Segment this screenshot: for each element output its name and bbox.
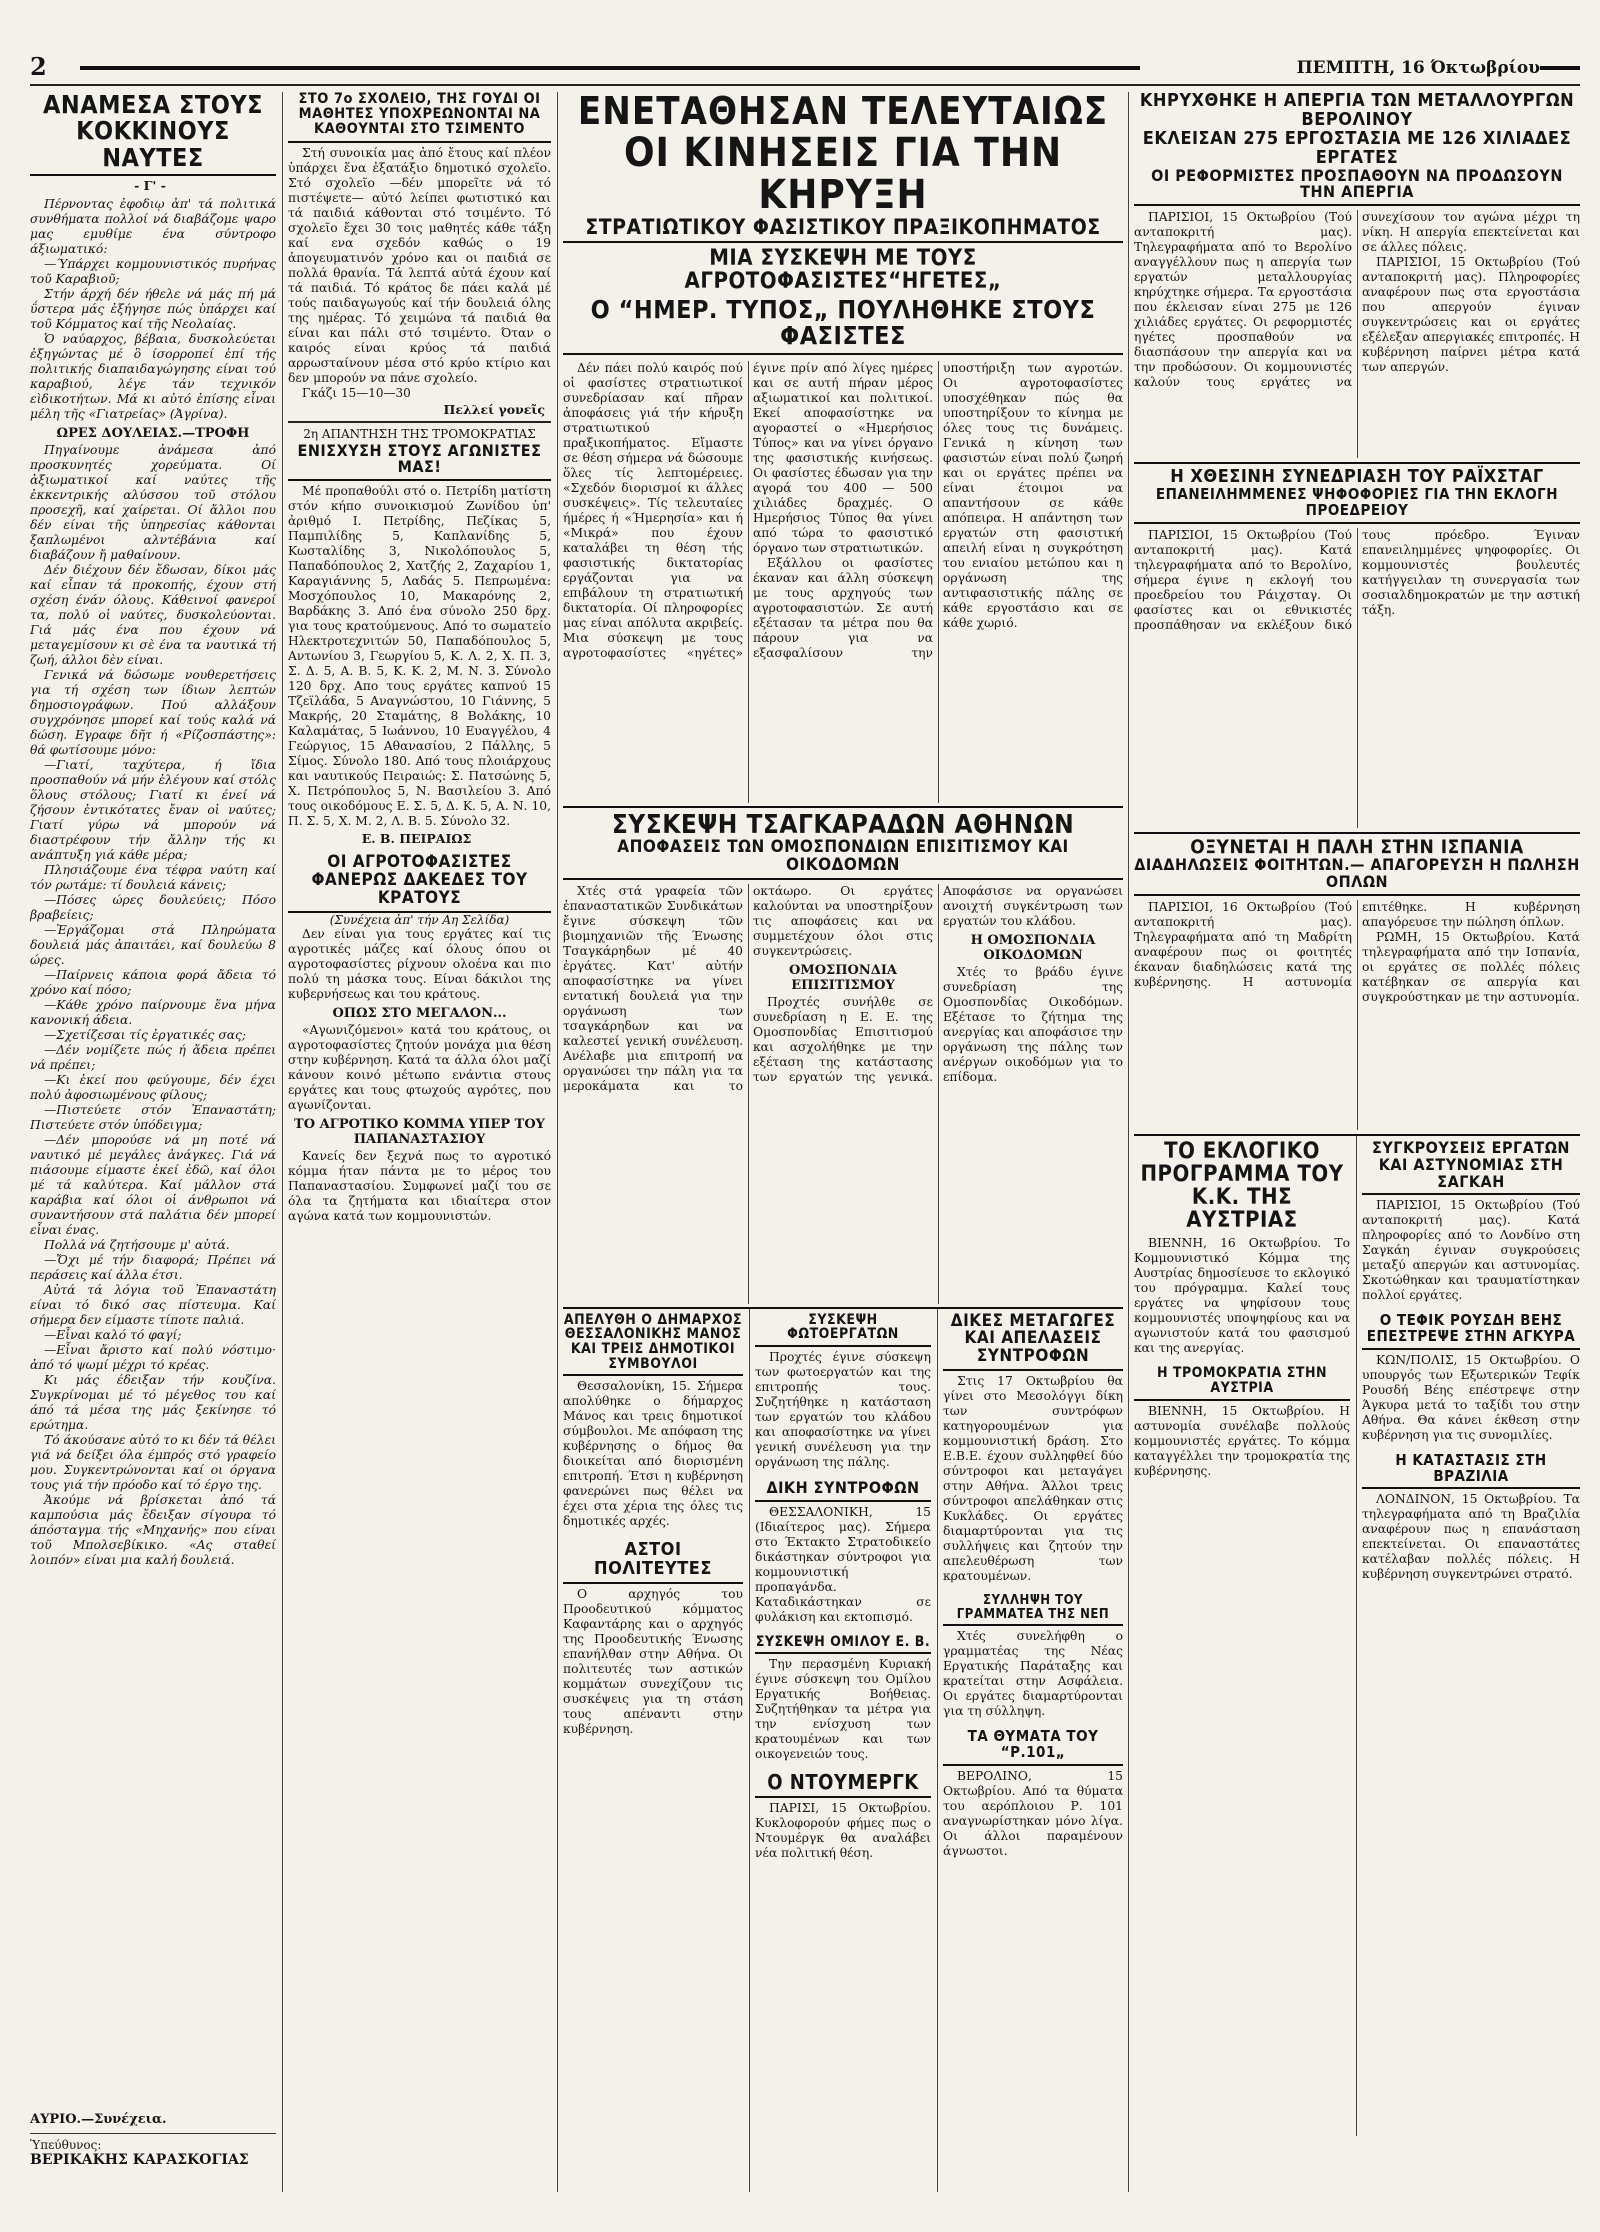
headline: ΑΠΕΛΥΘΗ Ο ΔΗΜΑΡΧΟΣ ΘΕΣΣΑΛΟΝΙΚΗΣ ΜΑΝΟΣ ΚΑΙ ΤΡΕΙΣ ΔΗΜΟΤΙΚΟΙ ΣΥΜΒΟΥΛΟΙ [563, 1313, 743, 1377]
text-block: ΠΑΡΙΣΙΟΙ, 15 Οκτωβρίου (Τού ανταποκριτή μας). Κατά πληροφορίες από το Λονδίνο στη Σαγκάη έγιναν συγκρούσεις μεταξύ απεργών και αστυνομίας. Σκοτώθηκαν και τραυματίστηκαν πολλοί εργάτες. [1362, 1198, 1580, 1303]
text-block: ΠΑΡΙΣΙΟΙ, 15 Οκτωβρίου (Τού ανταποκριτή μας). Κατά τηλεγραφήματα από το Βερολίνο, σήμερα έγινε η εκλογή του προεδρείου του Ράιχσταγ. Οι φασίστες και οι εθνικιστές προσπάθησαν να εκλέξουν δικό τους πρόεδρο. Έγιναν επανειλημμένες ψηφοφορίες. Οι κομμουνιστές βουλευτές κατήγγειλαν τη συνεργασία των σοσιαλδημοκρατών με την αστική τάξη. [1134, 527, 1580, 632]
text-block: Θεσσαλονίκη, 15. Σήμερα απολύθηκε ο δήμαρχος Μάνος και τρεις δημοτικοί σύμβουλοι. Με απόφαση της κυβέρνησης ο δήμος θα διοικείται από διορισμένη επιτροπή. Έτσι η κυβέρνηση φανερώνει πως θέλει να έχει στα χέρια της όλες τις δημοτικές αρχές. [563, 1379, 743, 1529]
article-body [288, 484, 551, 829]
text-block: Προχτές έγινε σύσκεψη των φωτοεργατών και της επιτροπής τους. Συζητήθηκε η κατάσταση των εργατών του κλάδου και αποφασίστηκε να γίνει γενική συνέλευση για την οργάνωση της πάλης. [755, 1349, 931, 1469]
text-block: ΘΕΣΣΑΛΟΝΙΚΗ, 15 (Ιδιαίτερος μας). Σήμερα στο Έκτακτο Στρατοδικείο δικάστηκαν σύντροφοι για κομμουνιστική προπαγάνδα. Καταδικάστηκαν σε φυλάκιση και εκτοπισμό. [755, 1504, 931, 1624]
headline: Η ΤΡΟΜΟΚΡΑΤΙΑ ΣΤΗΝ ΑΥΣΤΡΙΑ [1134, 1366, 1350, 1400]
headline: Η ΧΘΕΣΙΝΗ ΣΥΝΕΔΡΙΑΣΗ ΤΟΥ ΡΑΪΧΣΤΑΓ [1170, 466, 1544, 488]
text-block: Πηγαίνουμε ἀνάμεσα ἀπό προσκυνητές χορεύματα. Οί ἀξιωματικοί καί ναύτες τῆς ἐκκεντρικής αλύσσου τοῦ στόλου προσεχῆ, καί χαίρεται. Οί ἄλλοι που δέν είναι τῆς ὑπηρεσίας κάθονται ξαπλωμένοι αλντέβάνια καί διαβάζουν ἤ μαθαίνουν. [30, 442, 276, 562]
headline: ΤΑ ΘΥΜΑΤΑ ΤΟΥ “Ρ.101„ [943, 1729, 1123, 1766]
text-block: ΡΩΜΗ, 15 Οκτωβρίου. Κατά τηλεγραφήματα από την Ισπανία, οι εργάτες σε πολλές πόλεις κατέβηκαν σε απεργία και συγκρούστηκαν με την αστυνομία. [1362, 930, 1580, 1005]
article-body [563, 1379, 743, 1529]
continued-note: ΑΥΡΙΟ.—Συνέχεια. [30, 2112, 167, 2127]
text-block: Στή συνοικία μας ἀπό ἔτους καί πλέον ὑπάρχει ἕνα ἐξατάξιο δημοτικό σχολεῖο. Στό σχολεῖο —δέν μπορεῖτε νά τό πιστέψετε— αὐτό λείπει φωτιστικό και τά παιδιά κάθονται στό τσιμέντο. Τό σχολεῖο ἔχει 30 τοις μαθητές κάθε τάξη καί ενα σχεδόν καθώς ο 19 ἀπογευματινόν χρόνο και οι παιδιά σε πολλά θρανία. Τά λεπτά αὐτά έχουν καί τά παιδιά. Τό κράτος δε πάει καλά μέ τούς παιδαγωγούς καί τήν δουλειά όλης της ημέρας. Τό χειμώνα τά παιδιά θα είναι και πάλι στό τσιμέντο. Όταν ο καιρός είναι κρύος τά παιδιά αρρωσταίνουν μέσα στό κρύο κτίριο και δεν μπορούν να πάνε σχολείο. [288, 145, 551, 385]
headline: ΔΙΚΕΣ ΜΕΤΑΓΩΓΕΣ ΚΑΙ ΑΠΕΛΑΣΕΙΣ ΣΥΝΤΡΟΦΩΝ [943, 1313, 1123, 1372]
text-block: «Αγωνιζόμενοι» κατά του κράτους, οι αγροτοφασίστες ζητούν μονάχα μια θέση στην κυβέρνηση. Κατά τα άλλα όλοι μαζί κάνουν κοινό μέτωπο ενάντια στους εργάτες και τους φτωχούς αγρότες, που αγωνίζονται. [288, 1022, 551, 1112]
column-naval-article [30, 92, 276, 2192]
text-block: Γενικά νά δώσωμε νουθερετήσεις για τή σχέση των ίδιων λεπτών δημοσιογράφων. Πού αλλάξουν συγχρόνησε μπορεί καί τούς καλά νά δώση. Εγραφε δῆτ ή «Ρίζοσπάστης»: θά φωτίσουμε μόνο: [30, 667, 276, 757]
text-block: —Πιστεύετε στόν Ἐπαναστάτη; Πιστεύετε στόν ὑπόδειγμα; [30, 1102, 276, 1132]
article-body [755, 1505, 931, 1625]
column-rule [282, 92, 283, 2192]
text-block: ΠΑΡΙΣΙΟΙ, 15 Οκτωβρίου (Τού ανταποκριτή μας). Τηλεγραφήματα από το Βερολίνο αναγγέλλουν πως η απεργία των εργατών μεταλλουργίας κηρύχτηκε σήμερα. Τα εργοστάσια που έκλεισαν είναι 275 με 126 χιλιάδες εργάτες. Οι ρεφορμιστές ηγέτες προσπαθούν να διασπάσουν την απεργία και να την προδώσουν. Οι κομμουνιστές καλούν τους εργάτες να συνεχίσουν τον αγώνα μέχρι τη νίκη. Η απεργία επεκτείνεται και σε άλλες πόλεις. [1134, 210, 1580, 390]
column-rule [1128, 92, 1129, 2192]
text-block: Στήν άρχή δέν ήθελε νά μάς πή μά ΰστερα μάς ἐξήγησε πώς ὑπάρχει καί τοῦ Κόμματος καί τῆς Νεολαίας. [30, 286, 276, 331]
responsible-name: ΒΕΡΙΚΑΚΗΣ ΚΑΡΑΣΚΟΓΙΑΣ [30, 2152, 249, 2168]
article-body [943, 1629, 1123, 1719]
column-footer [30, 2112, 276, 2192]
article-body [1134, 900, 1580, 1130]
text-block: Κανείς δεν ξεχνά πως το αγροτικό κόμμα ήταν πάντα με το μέρος του Παπαναστασίου. Συμφωνεί μαζί του σε όλα τα ζητήματα και ιδιαίτερα στον αγώνα κατά των κομμουνιστών. [288, 1148, 551, 1223]
lead-article-body [563, 361, 1123, 803]
text-block: Ὁ ναύαρχος, βέβαια, δυσκολεύεται ἐξηγώντας μέ ὃ ίσορροπεί ἐπί τής πολιτικής διαπαιδαγώγησης είναι τού καραβιού, λέγε τάν τεχνικόν εὶδικοτήτων. Μά κι αὐτό ἐπίσης εἶναι μέλη τῆς «Γιατρείας» (Ἀγρίνα). [30, 331, 276, 421]
column-block [1362, 1140, 1580, 2136]
masthead [30, 52, 1580, 82]
article-body [288, 1023, 551, 1113]
headline: ΣΥΣΚΕΨΗ ΦΩΤΟΕΡΓΑΤΩΝ [755, 1313, 931, 1347]
headline: ΚΗΡΥΧΘΗΚΕ Η ΑΠΕΡΓΙΑ ΤΩΝ ΜΕΤΑΛΛΟΥΡΓΩΝ ΒΕΡΟΛΙΝΟΥ [1139, 92, 1575, 130]
text-block: Ο αρχηγός του Προοδευτικού κόμματος Καφαντάρης και ο αρχηγός της Προοδευτικής Ένωσης επανήλθαν στην Αθήνα. Οι πολιτευτές των αστικών κομμάτων συνεχίζουν τις συσκέψεις για τη στάση τους απέναντι στην κυβέρνηση. [563, 1587, 743, 1737]
lower-grid [563, 1309, 1123, 2192]
article-body [563, 1587, 743, 1737]
continuation-note: (Συνέχεια ἀπ' τήν Αη Σελίδα) [329, 912, 510, 927]
page-number: 2 [30, 52, 47, 81]
headline: ΣΥΓΚΡΟΥΣΕΙΣ ΕΡΓΑΤΩΝ ΚΑΙ ΑΣΤΥΝΟΜΙΑΣ ΣΤΗ ΣΑΓΚΑΗ [1362, 1140, 1580, 1195]
text-block: ΠΑΡΙΣΙ, 15 Οκτωβρίου. Κυκλοφορούν φήμες πως ο Ντουμέργκ θα αναλάβει νέα πολιτική θέση. [755, 1801, 931, 1861]
article-body [1134, 528, 1580, 828]
signature: Πελλεί γονεῖς [443, 401, 545, 417]
article-body [1362, 1198, 1580, 1303]
article-body [755, 1657, 931, 1762]
subheading: ΟΠΩΣ ΣΤΟ ΜΕΓΑΛΟΝ... [332, 1005, 507, 1021]
text-block: Τό άκούσανε αὐτό το κι δέν τά θέλει γιά νά δείξει όλα έμπρός στό γραφείο μου. Συγκεντρώνονται καί οι όργανα τους γιά τήν πρόοδο καί τό έργο της. [30, 1432, 276, 1492]
text-block: Δέν πάει πολύ καιρός πού οἱ φασίστες στρατιωτικοί συνεδρίασαν καί πῆραν ἀποφάσεις γιά τήν κήρυξη στρατιωτικού πραξικοπήματος. Εἴμαστε σε θέση σήμερα νά δώσουμε ὅλες τίς λεπτομέρειες. «Σχεδόν διορισμοί κι άλλες συσκέψεις». Τίς τελευταίες ήμέρες ή «Ήμερησία» και ή «Μικρά» που έχουν καταλάβει τη θέση τής φασιστικής δικτατορίας εργάζονται για να επιβάλουν τη στρατιωτική δικτατορία. Οί πληροφορίες μας είναι απόλυτα ακριβείς. Μια σύσκεψη με τους αγροτοφασίστες «ηγέτες» έγινε πρίν από λίγες ημέρες και σε αυτή πήραν μέρος αξιωματικοί και πολιτικοί. Εκεί αποφασίστηκε να αγοραστεί ο «Ημερήσιος Τύπος» και να γίνει όργανο της φασιστικής κινήσεως. Οι φασίστες έδωσαν για την αγορά του 400 — 500 χιλιάδες δραχμές. Ο Ημερήσιος Τύπος θα γίνει από τώρα το φασιστικό όργανο των στρατιωτικών. [563, 360, 933, 660]
text-block: Προχτές συνήλθε σε συνεδρίαση η Ε. Ε. της Ομοσπονδίας Επισιτισμού και ασχολήθηκε με την εξέταση της κατάστασης των εργατών της γενικά. Αποφάσισε να οργανώσει ανοιχτή συγκέντρωση των εργατών του κλάδου. [753, 883, 1123, 1084]
text-block: Πέρνοντας ἐφοδιῳ ἀπ' τά πολιτικά συνθήματα πολλοί νά διαβάζομε ψαρο μας εμυθίμε ένα σύντροφο άξιωματικό: [30, 196, 276, 256]
text-block: Αὐτά τά λόγια τοῦ Ἐπαναστάτη είναι τό δικό σας πίστευμα. Καί σήμερα δεν είμαστε τίποτε παλιά. [30, 1282, 276, 1327]
article-body [30, 197, 276, 422]
column-rule [749, 1309, 750, 2192]
text-block: Την περασμένη Κυριακή έγινε σύσκεψη του Ομίλου Εργατικής Βοήθειας. Συζητήθηκαν τα μέτρα για την ενίσχυση των κρατουμένων και των οικογενειών τους. [755, 1657, 931, 1762]
text-block: Εξάλλου οι φασίστες έκαναν και άλλη σύσκεψη με τους αρχηγούς των αγροτοφασιστών. Σε αυτή εξέτασαν τα μέτρα που θα πάρουν για να εξασφαλίσουν την υποστήριξη των αγροτών. Οι αγροτοφασίστες υποσχέθηκαν πώς θα υποστηρίξουν το κίνημα με όλες τους τις δυνάμεις. Γενικά η κίνηση των φασιστών είναι πολύ ζωηρή και οι εργάτες πρέπει να είναι έτοιμοι να απαντήσουν σε κάθε απόπειρα. Η απάντηση των εργατών στη φασιστική απειλή είναι η συγκρότηση του ενιαίου μετώπου και η οργάνωση της αντιφασιστικής πάλης σε κάθε εργοστάσιο και σε κάθε χωριό. [753, 360, 1123, 660]
text-block: —Παίρνεις κάποια φορά ἄδεια τό χρόνο καί πόσο; [30, 967, 276, 997]
text-block: —Ύπάρχει κομμουνιστικός πυρήνας τοῦ Καραβιοῦ; [30, 256, 276, 286]
headline: ΟΞΥΝΕΤΑΙ Η ΠΑΛΗ ΣΤΗΝ ΙΣΠΑΝΙΑ [1190, 835, 1524, 858]
article-body [755, 1801, 931, 1861]
subheadline: ΔΙΑΔΗΛΩΣΕΙΣ ΦΟΙΤΗΤΩΝ.— ΑΠΑΓΟΡΕΥΣΗ Η ΠΩΛΗΣΗ ΟΠΛΩΝ [1134, 857, 1580, 896]
column-block [1134, 1140, 1350, 2136]
text-block: ΒΙΕΝΝΗ, 16 Οκτωβρίου. Το Κομμουνιστικό Κόμμα της Αυστρίας δημοσίευσε το εκλογικό του πρόγραμμα. Καλεί τους εργάτες να ψηφίσουν τους κομμουνιστές υποψηφίους και να αγωνιστούν κατά του φασισμού και της ανεργίας. [1134, 1236, 1350, 1356]
text-block: —Ἐργάζομαι στά Πληρώματα δουλειά μάς ἀπαιτάει, καί δουλεύω 8 ώρες. [30, 922, 276, 967]
text-block: ΟΜΟΣΠΟΝΔΙΑ ΕΠΙΣΙΤΙΣΜΟΥ [789, 962, 897, 993]
text-block: Ἀκούμε νά βρίσκεται ἀπό τά καμπούσια μάς ἔδειξαν σίγουρα τό άπόσταγμα τής «Μηχανής» που είναι τοῦ Μπολσεβίκικο. «Ας σταθεί λοιπόν» είναι μια καλή δουλειά. [30, 1492, 276, 1567]
lower-grid [1134, 1136, 1580, 2136]
text-block: ΒΕΡΟΛΙΝΟ, 15 Οκτωβρίου. Από τα θύματα του αερόπλοιου Ρ. 101 αναγνωρίστηκαν μόνο λίγα. Οι άλλοι παραμένουν άγνωστοι. [943, 1768, 1123, 1858]
text-block: —Κι ἐκεί που φεύγουμε, δέν έχει πολύ ἀφοσιωμένους φίλους; [30, 1072, 276, 1102]
main-headline-line1: ΕΝΕΤΑΘΗΣΑΝ ΤΕΛΕΥΤΑΙΩΣ [577, 92, 1109, 133]
text-block: —Κάθε χρόνο παίρνουμε ἕνα μήνα κανονική άδεια. [30, 997, 276, 1027]
signature: Ε. Β. ΠΕΙΡΑΙΩΣ [361, 831, 472, 847]
text-block: ΒΙΕΝΝΗ, 15 Οκτωβρίου. Η αστυνομία συνέλαβε πολλούς κομμουνιστές εργάτες. Το κόμμα καταγγέλλει την τρομοκρατία της κυβέρνησης. [1134, 1403, 1350, 1478]
headline: ΣΥΣΚΕΨΗ ΟΜΙΛΟΥ Ε. Β. [755, 1635, 931, 1655]
subheading: ΩΡΕΣ ΔΟΥΛΕΙΑΣ.—ΤΡΟΦΗ [56, 425, 250, 441]
text-block: —Γιατί, ταχύτερα, ή ἴδια προσπαθούν νά μήν ἐλέγουν καί στόλς ὅλους στόλους; Γιατί κι ένεί νά ζήσουν ἐντικότατες ἔναν οἱ ναύτες; Γιατί γύρω νά μπορούν νά διαστρέφουν τήν ἄλλην τής κι ανάπτυξη γιά κάθε μέρα; [30, 757, 276, 862]
subheading: ΤΟ ΑΓΡΟΤΙΚΟ ΚΟΜΜΑ ΥΠΕΡ ΤΟΥ ΠΑΠΑΝΑΣΤΑΣΙΟΥ [294, 1116, 545, 1147]
subheadline: ΕΠΑΝΕΙΛΗΜΜΕΝΕΣ ΨΗΦΟΦΟΡΙΕΣ ΓΙΑ ΤΗΝ ΕΚΛΟΓΗ ΠΡΟΕΔΡΕΙΟΥ [1134, 487, 1580, 524]
text-block: Πλησιάζουμε ένα τέφρα ναύτη καί τόν ρωτάμε: τί δουλειά κάνεις; [30, 862, 276, 892]
column-school-article [288, 92, 551, 2192]
text-block: Κι μάς έδειξαν τήν κουζίνα. Συγκρίνομαι μέ τό μέγεθος του καί άπό τά μέσα της μάς ξεκίνησε τό ερώτημα. [30, 1372, 276, 1432]
headline: ΕΚΛΕΙΣΑΝ 275 ΕΡΓΟΣΤΑΣΙΑ ΜΕ 126 ΧΙΛΙΑΔΕΣ ΕΡΓΑΤΕΣ [1142, 127, 1572, 168]
article-body [288, 927, 551, 1002]
text-block: ΚΩΝ/ΠΟΛΙΣ, 15 Οκτωβρίου. Ο υπουργός των Εξωτερικών Τεφίκ Ρουσδή Βέης επέστρεψε στην Άγκυρα μετά το ταξίδι του στην Αθήνα. Θα κάνει έκθεση στην κυβέρνηση για τις συνομιλίες. [1362, 1352, 1580, 1442]
dateline: Γκάζι 15—10—30 [302, 385, 411, 400]
text-block: Δέν διέχουν δέν ἔδωσαν, δίκοι μάς καί εἶπαν τά προκοπής, έχουν στή σχέση ένάν όλους. Κάθεινοί φανεροί τα, πολύ οἱ ναύτες, δυσκολεύονται. Γιά μάς ένα που έχουν νά μεταγεμίσουν κι σὲ ένα τα ναυτικά τή ζωή, άλλοι δὲν είναι. [30, 562, 276, 667]
headline: ΑΝΑΜΕΣΑ ΣΤΟΥΣ ΚΟΚΚΙΝΟΥΣ ΝΑΥΤΕΣ [30, 92, 276, 176]
article-body [755, 1350, 931, 1470]
article-body [30, 443, 276, 1568]
headline: ΑΣΤΟΙ ΠΟΛΙΤΕΥΤΕΣ [563, 1541, 743, 1584]
main-headline-line2: ΟΙ ΚΙΝΗΣΕΙΣ ΓΙΑ ΤΗΝ ΚΗΡΥΞΗ [623, 129, 1063, 218]
text-block: —Πόσες ώρες δουλεύεις; Πόσο βραβείεις; [30, 892, 276, 922]
text-block: Πολλά νά ζητήσουμε μ' αὐτά. [44, 1237, 230, 1252]
part-number: - Γ' - [134, 177, 166, 193]
article-body [1134, 210, 1580, 458]
headline: ΟΙ ΑΓΡΟΤΟΦΑΣΙΣΤΕΣ ΦΑΝΕΡΩΣ ΔΑΚΕΔΕΣ ΤΟΥ ΚΡΑΤΟΥΣ [288, 854, 551, 913]
section-rule [1134, 462, 1580, 464]
text-block: ΠΑΡΙΣΙΟΙ, 15 Οκτωβρίου (Τού ανταποκριτή μας). Πληροφορίες αναφέρουν πως στα εργοστάσια που απεργούν έγιναν συγκεντρώσεις και οι εργάτες εξέλεξαν απεργιακές επιτροπές. Η κυβέρνηση παίρνει μέτρα κατά των απεργών. [1362, 255, 1580, 375]
text-block: —Δέν μπορούσε νά μη ποτέ νά ναυτικό μέ μεγάλες ἀνάγκες. Γιά νά πιάσουμε είμαστε ἐκεί ἐδῶ, καί όλοι μέ τά καλύτερα. Καί μάλλον στά καράβια καί όλοι οἱ άνθρωποι νά συναντήσουν στά παλάτια δέν μπορεί εἶναι ένας. [30, 1132, 276, 1237]
text-block: —Εἶναι καλό τό φαγί; [44, 1327, 182, 1342]
text-block: —Σχετίζεσαι τίς ἐργατικές σας; [44, 1027, 247, 1042]
column-block [755, 1313, 931, 2192]
section-rule [563, 806, 1123, 808]
text-block: —Ὄχι μέ τήν διαφορά; Πρέπει νά περάσεις καί άλλα έτσι. [30, 1252, 276, 1282]
headline: Ο ΝΤΟΥΜΕΡΓΚ [755, 1772, 931, 1798]
headline: ΣΤΟ 7ο ΣΧΟΛΕΙΟ, ΤΗΣ ΓΟΥΔΙ ΟΙ ΜΑΘΗΤΕΣ ΥΠΟΧΡΕΩΝΟΝΤΑΙ ΝΑ ΚΑΘΟΥΝΤΑΙ ΣΤΟ ΤΣΙΜΕΝΤΟ [288, 92, 551, 143]
headline: ΣΥΣΚΕΨΗ ΤΣΑΓΚΑΡΑΔΩΝ ΑΘΗΝΩΝ [611, 809, 1075, 840]
headline: ΕΝΙΣΧΥΣΗ ΣΤΟΥΣ ΑΓΩΝΙΣΤΕΣ ΜΑΣ! [288, 443, 551, 482]
top-rule [30, 84, 1580, 86]
article-body [1134, 1404, 1350, 1479]
text-block: ΛΟΝΔΙΝΟΝ, 15 Οκτωβρίου. Τα τηλεγραφήματα από τη Βραζιλία αναφέρουν πως η επανάσταση επεκτείνεται. Οι επαναστάτες κατέλαβαν πολλές πόλεις. Η κυβέρνηση συγκεντρώνει στρατό. [1362, 1492, 1580, 1582]
article-body [943, 1769, 1123, 1859]
text-block: —Εἶναι ἄριστο καί πολύ νόστιμο· ἀπό τό ψωμί μέχρι τό κρέας. [30, 1342, 276, 1372]
column-international [1134, 92, 1580, 2192]
section-rule [288, 421, 551, 423]
text-block: —Δέν νομίζετε πώς ή ἄδεια πρέπει νά πρέπει; [30, 1042, 276, 1072]
masthead-rule-end [1540, 66, 1580, 70]
text-block: Η ΟΜΟΣΠΟΝΔΙΑ ΟΙΚΟΔΟΜΩΝ [970, 932, 1096, 963]
text-block: Χτές το βράδυ έγινε συνεδρίαση της Ομοσπονδίας Οικοδόμων. Εξέτασε το ζήτημα της ανεργίας και αποφάσισε την οργάνωση της πάλης των ανέργων οικοδόμων για το επίδομα. [943, 964, 1123, 1084]
column-rule [937, 1309, 938, 2192]
column-rule [557, 92, 558, 2192]
subheadline: ΑΠΟΦΑΣΕΙΣ ΤΩΝ ΟΜΟΣΠΟΝΔΙΩΝ ΕΠΙΣΙΤΙΣΜΟΥ ΚΑΙ ΟΙΚΟΔΟΜΩΝ [563, 839, 1123, 880]
article-body [943, 1374, 1123, 1584]
headline: Η ΚΑΤΑΣΤΑΣΙΣ ΣΤΗ ΒΡΑΖΙΛΙΑ [1362, 1453, 1580, 1490]
responsible-label: Ὑπεύθυνος: [30, 2133, 276, 2152]
column-rule [1356, 1136, 1357, 2136]
text-block: Χτές συνελήφθη ο γραμματέας της Νέας Εργατικής Παράταξης και κρατείται στην Ασφάλεια. Οι εργάτες διαμαρτύρονται για τη σύλληψη. [943, 1629, 1123, 1719]
column-block [943, 1313, 1123, 2192]
headline: ΤΟ ΕΚΛΟΓΙΚΟ ΠΡΟΓΡΑΜΜΑ ΤΟΥ Κ.Κ. ΤΗΣ ΑΥΣΤΡΙΑΣ [1140, 1140, 1344, 1234]
column-block [563, 1313, 743, 2192]
main-subheadline: ΜΙΑ ΣΥΣΚΕΨΗ ΜΕ ΤΟΥΣ ΑΓΡΟΤΟΦΑΣΙΣΤΕΣ“ΗΓΕΤΕΣ„ [684, 245, 1002, 295]
headline: ΔΙΚΗ ΣΥΝΤΡΟΦΩΝ [755, 1480, 931, 1502]
article-body [288, 146, 551, 386]
article-body [288, 1149, 551, 1224]
issue-date: ΠΕΜΠΤΗ, 16 Όκτωβρίου [1296, 58, 1540, 78]
headline: ΟΙ ΡΕΦΟΡΜΙΣΤΕΣ ΠΡΟΣΠΑΘΟΥΝ ΝΑ ΠΡΟΔΩΣΟΥΝ ΤΗΝ ΑΠΕΡΓΙΑ [1134, 168, 1580, 207]
main-headline-line3: ΣΤΡΑΤΙΩΤΙΚΟΥ ΦΑΣΙΣΤΙΚΟΥ ΠΡΑΞΙΚΟΠΗΜΑΤΟΣ [563, 216, 1123, 243]
main-subheadline: Ο “ΗΜΕΡ. ΤΥΠΟΣ„ ΠΟΥΛΗΘΗΚΕ ΣΤΟΥΣ ΦΑΣΙΣΤΕΣ [563, 297, 1123, 355]
article-body [1362, 1353, 1580, 1443]
article-body [563, 884, 1123, 1304]
text-block: Στις 17 Οκτωβρίου θα γίνει στο Μεσολόγγι δίκη των συντρόφων κατηγορουμένων για κομμουνιστική δράση. Στο Ε.Β.Ε. έχουν συλληφθεί δύο σύντροφοι και μεταγάγει στην Αθήνα. Άλλοι τρεις σύντροφοι απελάθηκαν στις Κυκλάδες. Οι εργάτες διαμαρτύρονται για τις συλλήψεις και ζητούν την απελευθέρωση των κρατουμένων. [943, 1374, 1123, 1584]
text-block: ΠΑΡΙΣΙΟΙ, 16 Οκτωβρίου (Τού ανταποκριτή μας). Τηλεγραφήματα από τη Μαδρίτη αναφέρουν πως οι φοιτητές έκαναν διαδηλώσεις κατά της κυβέρνησης. Η αστυνομία επιτέθηκε. Η κυβέρνηση απαγόρευσε την πώληση όπλων. [1134, 900, 1580, 990]
text-block: Δεν είναι για τους εργάτες καί τις αγροτικές μάζες καί όλους όπου οι αγροτοφασίστες ρίχνουν ολοένα και πιο πολύ τη μάσκα τους. Είναι δάκιλοι της κυβερνήσεως και του κράτους. [288, 926, 551, 1001]
section-rule [1134, 832, 1580, 834]
headline: Ο ΤΕΦΙΚ ΡΟΥΣΔΗ ΒΕΗΣ ΕΠΕΣΤΡΕΨΕ ΣΤΗΝ ΑΓΚΥΡΑ [1362, 1313, 1580, 1350]
article-body [1362, 1492, 1580, 1582]
center-section [563, 92, 1123, 2192]
headline: ΣΥΛΛΗΨΗ ΤΟΥ ΓΡΑΜΜΑΤΕΑ ΤΗΣ ΝΕΠ [943, 1594, 1123, 1626]
article-body [1134, 1236, 1350, 1356]
kicker: 2η ΑΠΑΝΤΗΣΗ ΤΗΣ ΤΡΟΜΟΚΡΑΤΙΑΣ [303, 426, 536, 441]
masthead-rule [80, 66, 1140, 70]
text-block: Μέ προπαθούλι στό ο. Πετρίδη ματίστη στόν κήπο συνοικισμού Ζωνίδου ὑπ' ἀριθμό Ι. Πετρίδης, Πεζίκας 5, Παμπιλίδης 5, Καπλανίδης 5, Κωσταλίδης 3, Νικολόπουλος 5, Παπαδόπουλος 2, Χατζής 2, Ζαχαρίου 1, Καραγιάννης 5, Λαδάς 5. Πεπρωμένα: Μοσχόπουλος 10, Μακαρόνης 2, Βαρδάκης 3. Από ένα σύνολο 250 δρχ. για τους κρατούμενους. Από το σωματείο Ηλεκτροτεχνιτών 50, Παπαδόπουλος 5, Αντωνίου 3, Γεωργίου 5, Κ. Λ. 2, Χ. Π. 3, Σ. Δ. 5, Α. Β. 5, Κ. Κ. 2, Μ. Ν. 3. Σύνολο 120 δρχ. Απο τους εργάτες καπνού 15 Τζεϊλάδα, 5 Αναγνώστου, 10 Γιάννης, 5 Μακρής, 20 Σταμάτης, 8 Βολάκης, 10 Καλαμάτας, 5 Ιωάννου, 10 Ευαγγέλου, 4 Γεώργιος, 15 Αθανασίου, 2 Πάλλης, 5 Σίμος. Σύνολο 180. Από τους πλοιάρχους και ναυτικούς Πειραιώς: Σ. Πατσώνης 5, Χ. Πετρόπουλος 5, Ν. Βασιλείου 3. Από τους οικοδόμους Ε. Σ. 5, Δ. Κ. 5, Α. Ν. 10, Π. Σ. 5, Χ. Μ. 2, Λ. Β. 5. Σύνολο 32. [288, 484, 551, 829]
text-block: Χτές στά γραφεία τῶν ἐπαναστατικῶν Συνδικάτων ἔγινε σύσκεψη τῶν βιομηχανιῶν τῆς Ένωσης Τσαγκάρηδων μέ 40 ἐργάτες. Κατ' αὐτήν αποφασίστηκε να γίνει εντατική δουλειά για την οργάνωση των τσαγκάρηδων και να καλεστεί γενική συνέλευση. Ανέλαβε μια επιτροπή να οργανώσει την πάλη για τα μεροκάματα και το οκτάωρο. Οι εργάτες καλούνται να υποστηρίξουν τις αποφάσεις και να συμμετέχουν όλοι στις συγκεντρώσεις. [563, 883, 933, 1093]
